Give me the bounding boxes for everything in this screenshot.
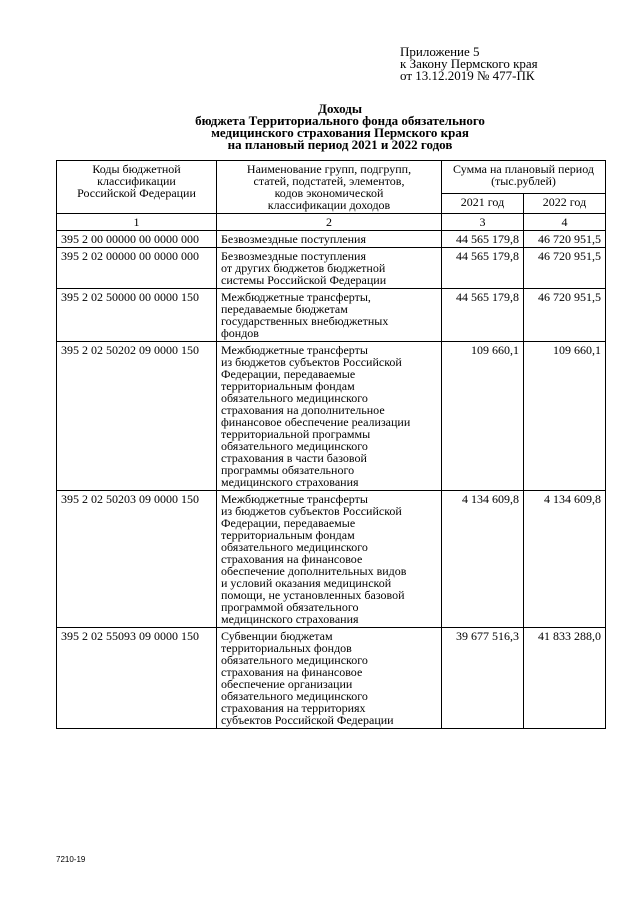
row-code: 395 2 02 50202 09 0000 150 bbox=[57, 342, 217, 491]
row-code: 395 2 02 50203 09 0000 150 bbox=[57, 491, 217, 628]
row-name: Межбюджетные трансферты из бюджетов субъектов Российской Федерации, передаваемые территориальным фондам обязательного медицинского страхования на дополнительное финансовое обеспечение реализации территориальной программы обязательного медицинского страхования в части базовой программы обязательного медицинского страхования bbox=[217, 342, 442, 491]
row-name: Безвозмездные поступления от других бюджетов бюджетной системы Российской Федерации bbox=[217, 248, 442, 289]
row-code: 395 2 00 00000 00 0000 000 bbox=[57, 231, 217, 248]
row-code: 395 2 02 50000 00 0000 150 bbox=[57, 289, 217, 342]
row-amount-2021: 39 677 516,3 bbox=[442, 628, 524, 729]
appendix-reference bbox=[400, 46, 538, 82]
header-codes: Коды бюджетной классификации Российской Федерации bbox=[57, 161, 217, 214]
row-name: Межбюджетные трансферты, передаваемые бюджетам государственных внебюджетных фондов bbox=[217, 289, 442, 342]
document-number: 7210-19 bbox=[56, 855, 86, 864]
row-amount-2022: 46 720 951,5 bbox=[524, 231, 606, 248]
header-name: Наименование групп, подгрупп, статей, подстатей, элементов, кодов экономической классификации доходов bbox=[217, 161, 442, 214]
row-amount-2021: 44 565 179,8 bbox=[442, 289, 524, 342]
title-line-3: медицинского страхования Пермского края bbox=[211, 125, 469, 140]
document-title bbox=[40, 103, 640, 151]
revenue-table bbox=[56, 160, 606, 729]
table-row bbox=[57, 231, 606, 248]
header-year-2022: 2022 год bbox=[524, 194, 606, 214]
row-amount-2021: 44 565 179,8 bbox=[442, 231, 524, 248]
table-row bbox=[57, 289, 606, 342]
column-number: 1 bbox=[57, 214, 217, 231]
row-amount-2022: 46 720 951,5 bbox=[524, 289, 606, 342]
title-line-4: на плановый период 2021 и 2022 годов bbox=[227, 137, 453, 152]
column-number: 3 bbox=[442, 214, 524, 231]
column-number: 4 bbox=[524, 214, 606, 231]
header-sum: Сумма на плановый период (тыс.рублей) bbox=[442, 161, 606, 194]
appendix-line-1: Приложение 5 bbox=[400, 44, 480, 59]
table-row bbox=[57, 342, 606, 491]
column-number: 2 bbox=[217, 214, 442, 231]
table-row bbox=[57, 248, 606, 289]
table-row bbox=[57, 628, 606, 729]
row-amount-2022: 46 720 951,5 bbox=[524, 248, 606, 289]
title-line-1: Доходы bbox=[318, 101, 362, 116]
row-name: Межбюджетные трансферты из бюджетов субъектов Российской Федерации, передаваемые территориальным фондам обязательного медицинского страхования на финансовое обеспечение дополнительных видов и условий оказания медицинской помощи, не установленных базовой программой обязательного медицинского страхования bbox=[217, 491, 442, 628]
table-row bbox=[57, 491, 606, 628]
row-amount-2021: 4 134 609,8 bbox=[442, 491, 524, 628]
row-amount-2022: 4 134 609,8 bbox=[524, 491, 606, 628]
row-amount-2022: 41 833 288,0 bbox=[524, 628, 606, 729]
row-name: Безвозмездные поступления bbox=[217, 231, 442, 248]
row-amount-2022: 109 660,1 bbox=[524, 342, 606, 491]
row-amount-2021: 44 565 179,8 bbox=[442, 248, 524, 289]
row-amount-2021: 109 660,1 bbox=[442, 342, 524, 491]
row-code: 395 2 02 55093 09 0000 150 bbox=[57, 628, 217, 729]
row-name: Субвенции бюджетам территориальных фондов обязательного медицинского страхования на финансовое обеспечение организации обязательного медицинского страхования на территориях субъектов Российской Федерации bbox=[217, 628, 442, 729]
appendix-line-2: к Закону Пермского края bbox=[400, 56, 538, 71]
row-code: 395 2 02 00000 00 0000 000 bbox=[57, 248, 217, 289]
title-line-2: бюджета Территориального фонда обязательного bbox=[195, 113, 485, 128]
header-year-2021: 2021 год bbox=[442, 194, 524, 214]
appendix-line-3: от 13.12.2019 № 477-ПК bbox=[400, 68, 535, 83]
